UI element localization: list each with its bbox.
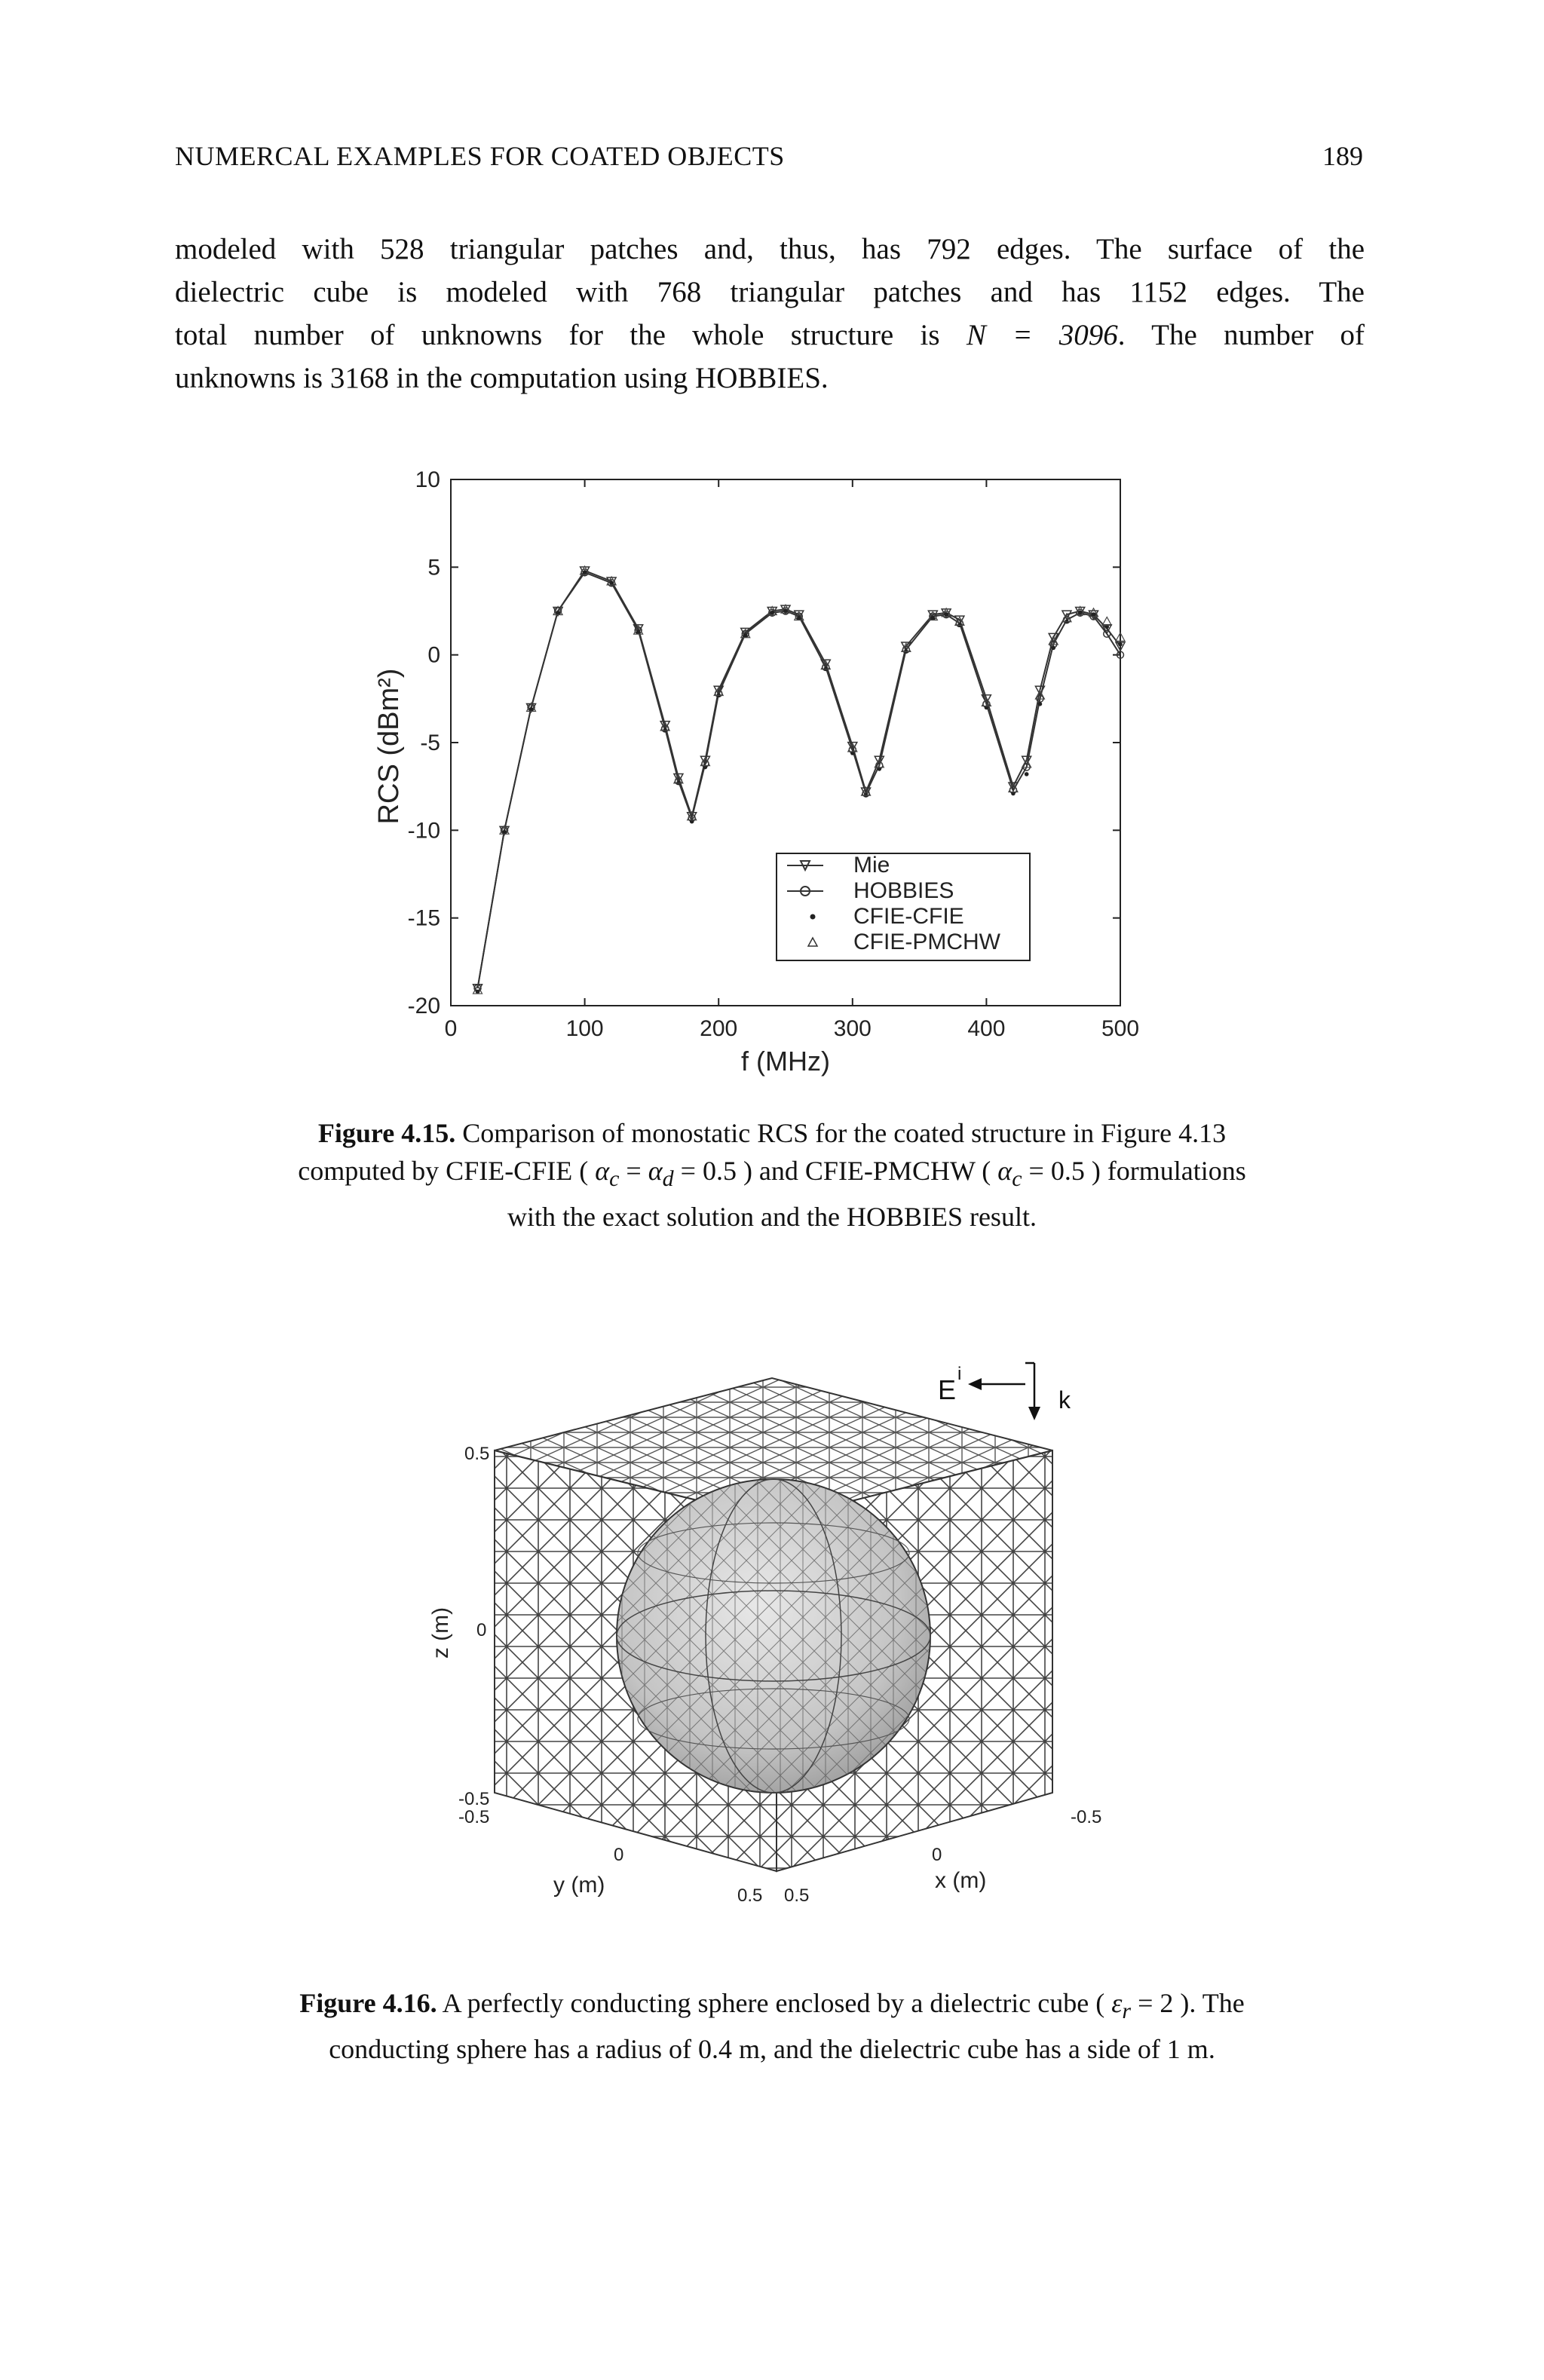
math-symbol: α <box>648 1156 663 1186</box>
x-tick-label: 0 <box>444 1016 458 1041</box>
y-tick: 0 <box>614 1845 624 1865</box>
x-tick-label: 400 <box>967 1016 1006 1041</box>
e-field-arrow-icon <box>968 1378 982 1390</box>
paragraph-line: dielectric cube is modeled with 768 triangular patches and has 1152 edges. The <box>175 276 1365 308</box>
math-symbol: α <box>595 1156 610 1186</box>
incident-wave-indicator <box>938 1363 1071 1420</box>
x-axis-label: f (MHz) <box>741 1046 830 1077</box>
y-tick-label: 10 <box>415 467 440 492</box>
math-subscript: d <box>662 1166 674 1192</box>
figure-label: Figure 4.15. <box>317 1118 456 1148</box>
y-tick: 0.5 <box>737 1885 763 1906</box>
legend-entry: CFIE-PMCHW <box>853 930 1000 954</box>
caption-line <box>151 1984 1393 2030</box>
text-run: = 0.5 ) and CFIE-PMCHW ( <box>673 1156 998 1186</box>
z-tick: 0 <box>476 1620 487 1640</box>
math-subscript: c <box>1012 1166 1022 1192</box>
legend-entry: CFIE-CFIE <box>853 904 964 929</box>
y-tick-label: 5 <box>427 555 440 580</box>
e-field-superscript: i <box>957 1364 962 1384</box>
x-tick-label: 200 <box>700 1016 738 1041</box>
e-field-label: E <box>938 1374 957 1405</box>
x-axis-label: x (m) <box>935 1868 987 1893</box>
y-axis-label: y (m) <box>553 1873 605 1898</box>
x-tick: 0 <box>932 1845 942 1865</box>
k-vector-label: k <box>1058 1386 1071 1414</box>
k-vector-arrow-icon <box>1028 1407 1040 1420</box>
z-tick: 0.5 <box>464 1444 490 1464</box>
math-symbol: ε <box>1111 1988 1123 2018</box>
y-tick-label: -5 <box>420 731 440 755</box>
figure-4-16-caption <box>151 1984 1393 2068</box>
text-run: = 2 ). The <box>1131 1988 1245 2018</box>
x-tick-label: 300 <box>833 1016 872 1041</box>
caption-line: with the exact solution and the HOBBIES result. <box>507 1202 1037 1233</box>
x-tick: -0.5 <box>1071 1807 1102 1827</box>
figure-label: Figure 4.16. <box>299 1988 437 2018</box>
y-axis-label: RCS (dBm²) <box>373 668 405 825</box>
y-tick-label: 0 <box>427 642 440 668</box>
y-tick-label: -10 <box>407 818 440 844</box>
y-tick: -0.5 <box>458 1807 490 1827</box>
legend-entry: Mie <box>853 853 890 878</box>
caption-line: conducting sphere has a radius of 0.4 m, and the dielectric cube has a side of 1 m. <box>329 2034 1215 2065</box>
text-run: computed by CFIE-CFIE ( <box>298 1156 596 1186</box>
text-run: A perfectly conducting sphere enclosed by a dielectric cube ( <box>437 1988 1112 2018</box>
z-axis-label: z (m) <box>428 1607 453 1659</box>
page-number: 189 <box>1322 141 1363 171</box>
text-run: Comparison of monostatic RCS for the coated structure in Figure 4.13 <box>455 1118 1227 1148</box>
paragraph-line: modeled with 528 triangular patches and, thus, has 792 edges. The surface of the <box>175 233 1365 265</box>
math-subscript: r <box>1122 1999 1132 2024</box>
math-symbol: α <box>997 1156 1012 1186</box>
text-run: = 0.5 ) formulations <box>1022 1156 1246 1186</box>
x-tick-label: 100 <box>565 1016 604 1041</box>
header-title: NUMERCAL EXAMPLES FOR COATED OBJECTS <box>175 141 785 171</box>
math-subscript: c <box>609 1166 620 1192</box>
text-run: = <box>619 1156 648 1186</box>
text-run: . The number of <box>1117 319 1365 351</box>
z-tick: -0.5 <box>458 1789 490 1809</box>
legend-entry: HOBBIES <box>853 878 954 903</box>
x-tick: 0.5 <box>784 1885 810 1906</box>
y-tick-label: -15 <box>407 905 440 931</box>
math-expression: N = 3096 <box>966 319 1118 351</box>
conducting-sphere <box>617 1479 930 1793</box>
x-tick-label: 500 <box>1101 1016 1140 1041</box>
paragraph-line: unknowns is 3168 in the computation using HOBBIES. <box>175 362 829 394</box>
y-tick-label: -20 <box>407 994 440 1018</box>
text-run: total number of unknowns for the whole structure is <box>175 319 967 351</box>
